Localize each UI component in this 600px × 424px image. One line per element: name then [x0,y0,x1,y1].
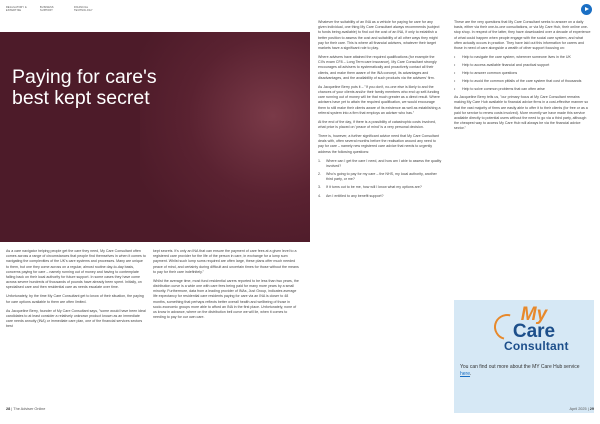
ad-link[interactable]: here [460,370,471,377]
paragraph: Whilst the average time, most fund residential carers reported to be less than two years, the distribution curve is a wide one with care fees being paid for many more years by a small minority. Furthermore, data from a leading provider of INAs, Just Group, indicates average life expectancy for residential care residents paying for care via an INA is closer to 48 months, something that perhaps reflects better overall health and wellbeing of those in socio-economic groups more able to afford an INA in the first place. Unfortunately, none of us know in advance, where on the distribution bell curve we will lie, when it comes to needing to pay for our own care. [153,278,299,320]
list-item: 2. Who's going to pay for my care – the NHS, my local authority, another third party, or me? [318,172,437,182]
footer-right [570,407,594,411]
logo-my: My [520,304,548,325]
paragraph: At the end of the day, if there is a possibility of catastrophic costs involved, what price is placed on 'peace of mind' is a very personal decision. [318,119,436,130]
category-regulatory[interactable]: REGULATORY & EXPERTISE [6,6,27,12]
list-item: • Help to solve common problems that can often arise [454,87,545,92]
publication-logo-icon [581,4,592,15]
list-item: 4. Am I entitled to any benefit support? [318,193,384,198]
paragraph: There is, however, a further significant advice need that My Care Consultant deals with, often several months before the realisation around any need to pay for care – namely new registered care advice that needs to urgently address the following questions: [318,134,439,154]
list-item: • Help to access available financial and practical support [454,63,550,68]
paragraph: Unfortunately, by the time My Care Consultant get to know of their situation, the paying for care options available to them are often limited. [6,294,144,304]
paragraph: As Jacqueline Berry puts it – "If you don't, no-one else is likely to and the chances of your clients and/or their family members who end up self-funding care running out of money will be that much greater as a direct result. Where advisers have yet to attain the required qualification, we would encourage them to still make their clients aware of its existence as well as establishing a referral system into a firm that employs an adviser who has." [318,84,441,115]
list-item: • Help to navigate the care system, wherever someone lives in the UK [454,55,571,60]
article-column-2 [153,249,299,324]
hero-banner [0,32,310,242]
paragraph: These are the very questions that My Care Consultant seeks to answer on a daily basis, either via their one-to-one consultations, or via My Care Hub, their online one-stop shop. In respect of the latter, they have downloaded over a decade of experience of what could happen when people engage with the social care system, and what often actually occurs in practice. They have laid out this information for carers and those in need of care alongside a wealth of other support focusing on: [454,20,591,51]
paragraph: As Jacqueline Berry tells us, "our primary focus at My Care Consultant remains making My Care Hub available to financial advice firms in a cost-effective manner so that the vast majority of firms are easily able to offer it to their clients (for free or as a paid for service to renew costs involved). More recently we have made this service available directly to potential users without the need to go via a third party, although the cheapest way to access My Care Hub will always be via the financial advice sector." [454,95,589,131]
footer-left [6,407,45,411]
category-fintech[interactable]: FINANCIAL TECHNOLOGY [74,6,93,12]
publication-name: The Adviser Online [13,407,46,411]
support-list [454,55,592,92]
list-item: • Help to avoid the common pitfalls of the care system that cost of thousands [454,79,582,84]
page-number-right: 29 [589,407,594,411]
ad-period: . [470,370,472,377]
footer-divider: | [11,407,14,411]
article-title: Paying for care's best kept secret [12,66,157,110]
questions-list [318,159,442,199]
logo-care: Care [512,321,556,342]
my-care-consultant-logo [504,304,569,353]
article-column-4 [454,20,592,135]
category-header [6,6,98,12]
list-item: 3. If it turns out to be me, how will I know what my options are? [318,185,422,190]
paragraph: Whatever the suitability of an INA as a vehicle for paying for care for any given individual, one thing My Care Consultant always recommends (subject to funds being available) to find out the cost of an INA, if only to establish a better position to assess the cost and suitability of all other ways they might pay for their care. This is where all financial advisers, whatever their target markets have a significant role to play. [318,20,440,51]
list-item: 1. Where can I get the care I need, and how am I able to assess the quality involved? [318,158,442,168]
page-number-left: 28 [6,407,11,411]
ad-text [460,364,588,377]
paragraph: As Jacqueline Berry, founder of My Care Consultant says, "some would have been ideal candidates to at least consider a relatively unknown product known as an immediate care needs annuity (INA) or immediate care plan, one of the financial services sectors best [6,308,146,329]
article-column-1 [6,249,146,333]
paragraph: Where advisers have attained the required qualifications (for example the CII's exam CF8 – Long Term care insurance), My Care Consultant strongly encourages all advisers to systematically and proactively contact all their clients, and make them aware of the INA concept, its advantages and disadvantages, and the availability of such products via the advisers' firm. [318,55,437,80]
hero-image [140,32,310,242]
paragraph: kept secrets. It's only an INA that can ensure the payment of care fees at a given level to a registered care provider for the life of the person in care, in exchange for a lump sum payment. Whilst such lump sums required are often large, these plans offer much needed peace of mind, and certainty during difficult and uncertain times for those without the means to pay for their care indefinitely." [153,249,299,274]
footer-divider: | [587,407,590,411]
logo-consultant: Consultant [504,339,569,353]
article-column-3 [318,20,442,203]
my-care-consultant-ad[interactable] [454,300,594,413]
issue-date: April 2025 [569,407,587,411]
list-item: • Help to answer common questions [454,71,518,76]
category-business[interactable]: BUSINESS SUPPORT [40,6,54,12]
ad-sentence: You can find out more about the MY Care Hub service [460,364,580,370]
paragraph: As a care navigator helping people get the care they need, My Care Consultant often comes across a range of circumstances that people find themselves in when it comes to navigating the complexities of the UK's care systems and processes. Many are unique to them, but one they come across on a regular, almost routine day-to-day basis, concerns paying for care – namely running out of money and having to contemplate falling back on their local authority for future support. In some cases they have come across severe hundreds of thousands of pounds have already been spent. Initially, on specialised care and then residential care as needs escalate over time. [6,249,146,290]
